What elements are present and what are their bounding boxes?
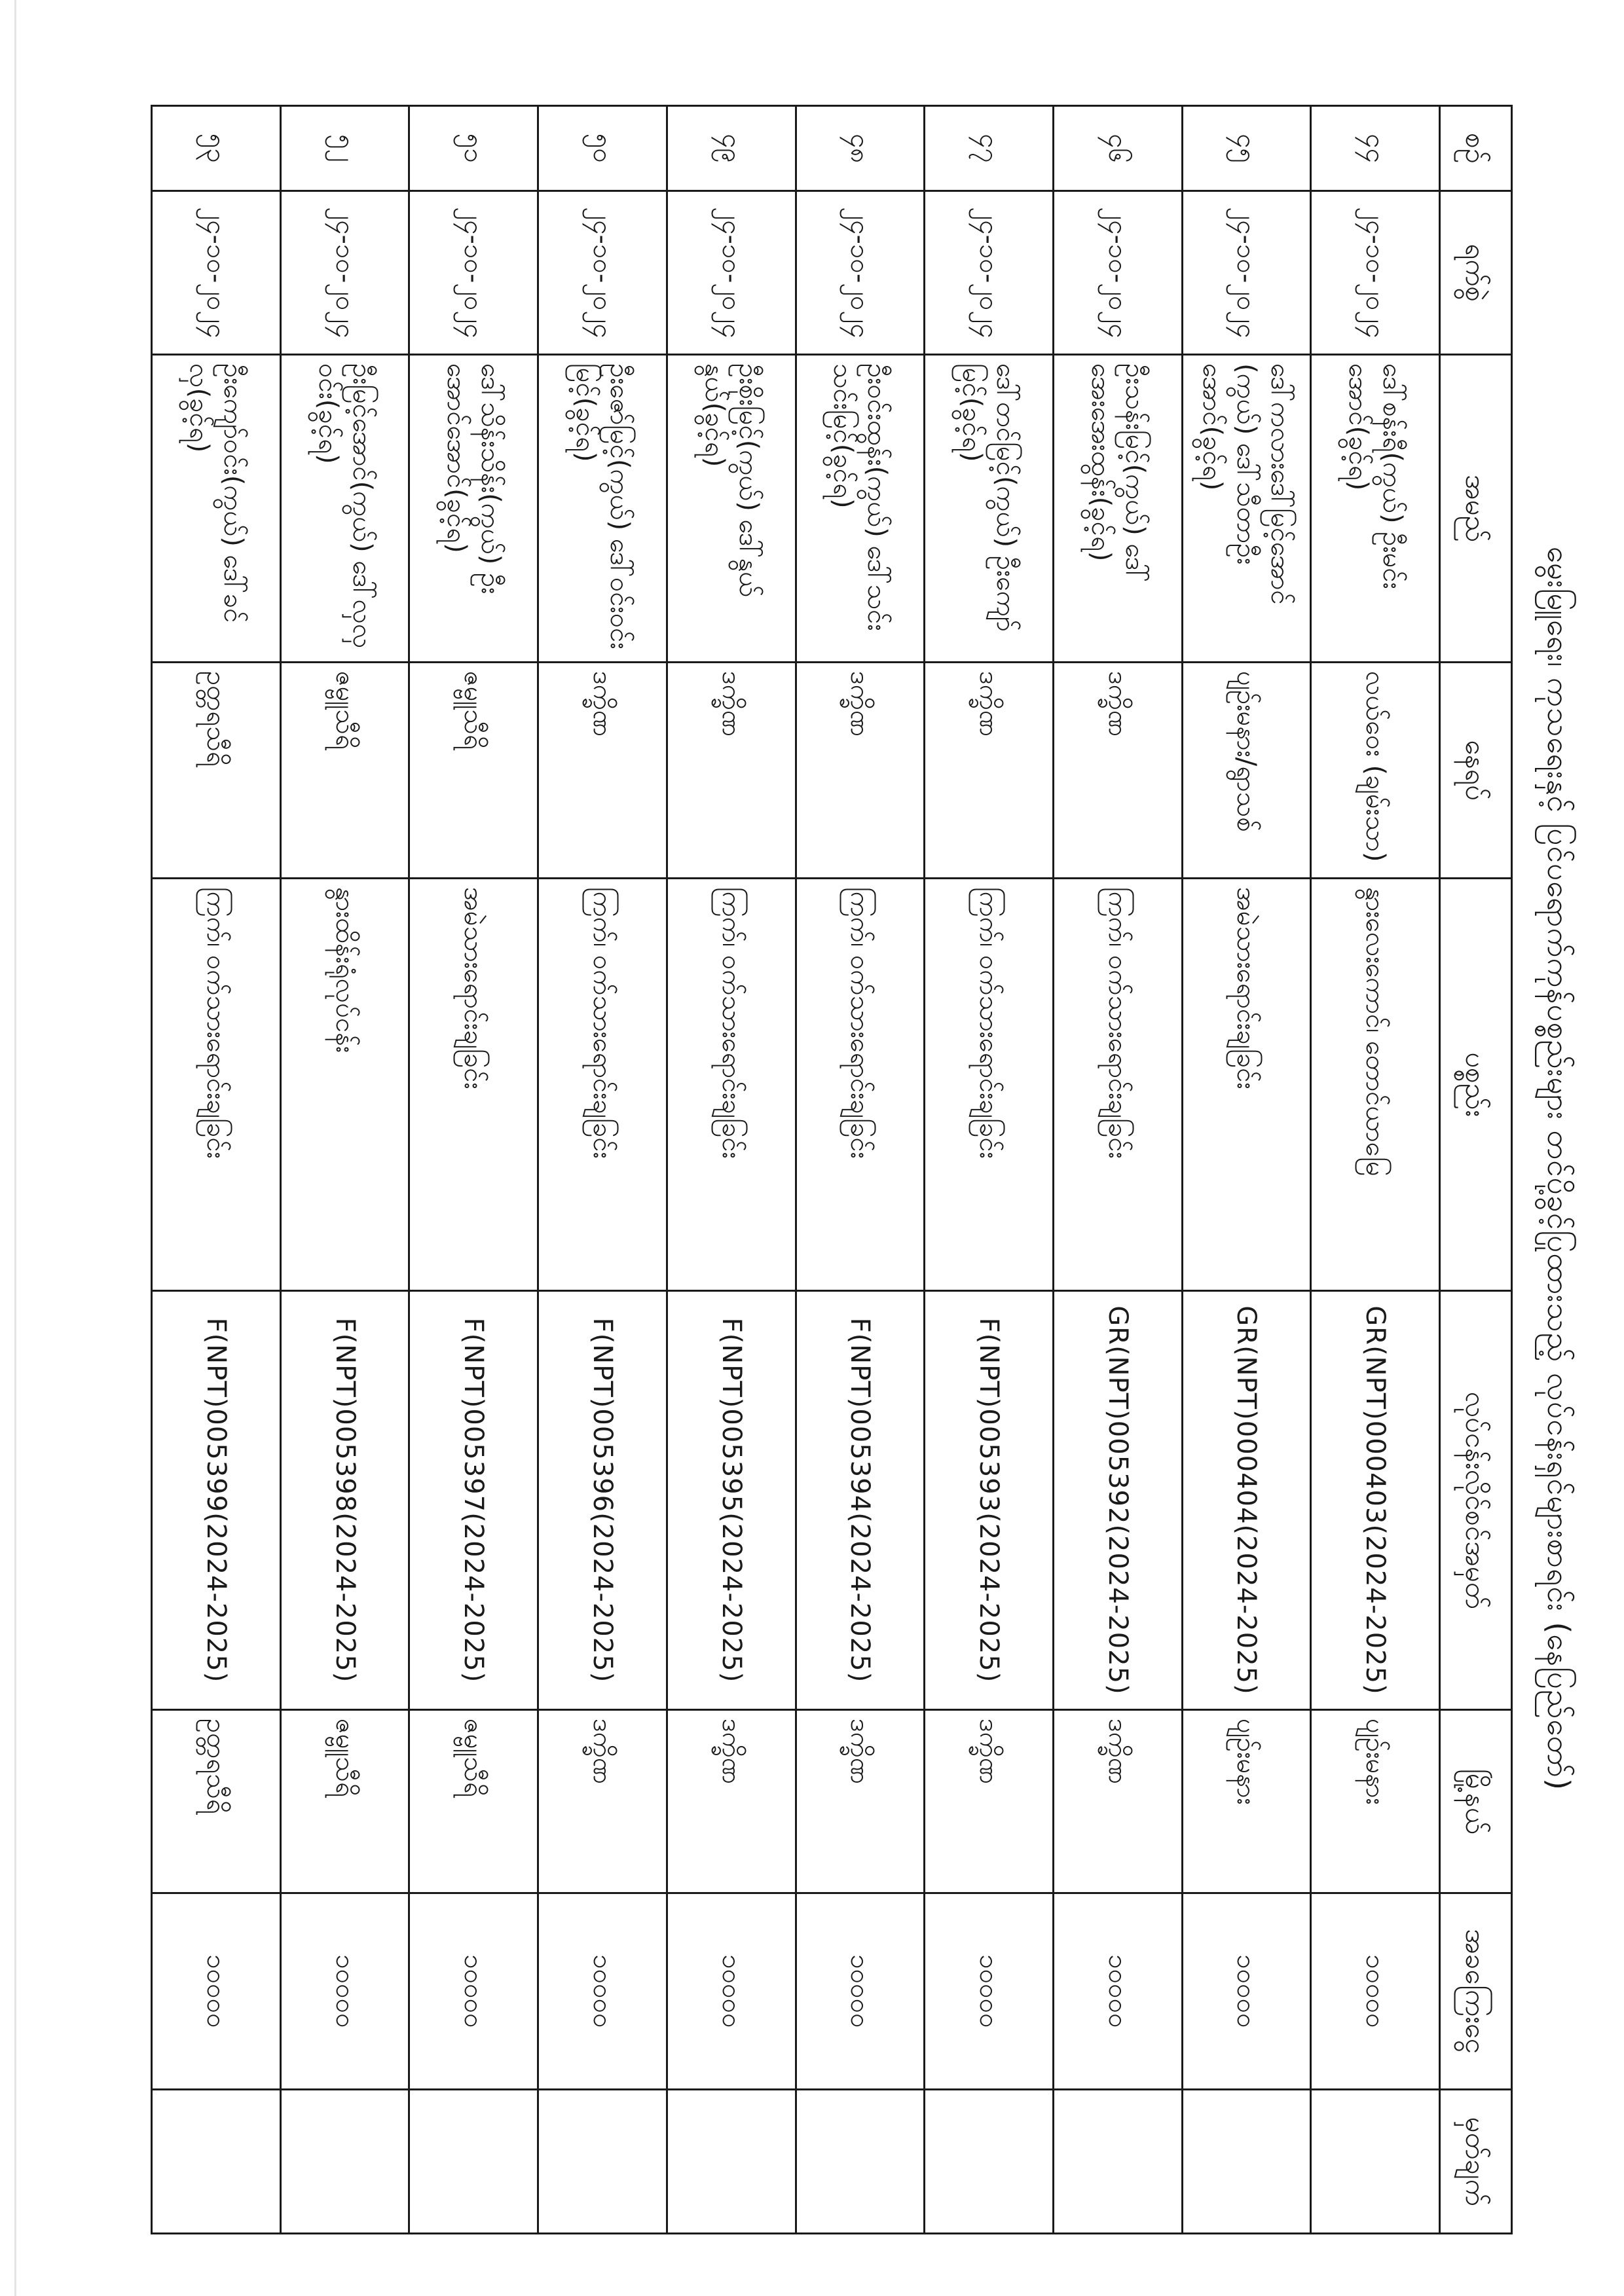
cell-place: ပျဉ်းမနား xyxy=(1311,1710,1440,1893)
cell-date: ၂၄-၁၀-၂၀၂၄ xyxy=(280,191,409,355)
cell-remark xyxy=(409,2090,538,2234)
cell-name: ဦးမြင့်အောင်(ကွယ်) ဒေါ်လှလှဝင်း(ခွင့်ရ) xyxy=(280,355,409,663)
header-price: အခကြေးငွေ xyxy=(1440,1893,1512,2090)
cell-permit: F(NPT)005398(2024-2025) xyxy=(280,1291,409,1710)
cell-no: ၄၆ xyxy=(1053,106,1182,191)
cell-price: ၁၀၀၀၀ xyxy=(667,1893,796,2090)
header-place: မြို့နယ် xyxy=(1440,1710,1512,1893)
header-no: စဉ် xyxy=(1440,106,1512,191)
cell-name: ဒေါ်စန်းရီ(ကွယ်) ဦးမင်းအောင်(ခွင့်ရ) xyxy=(1311,355,1440,663)
header-permit: လုပ်ငန်းလိုင်စင်အမှတ် xyxy=(1440,1291,1512,1710)
cell-date: ၂၄-၁၀-၂၀၂၄ xyxy=(1053,191,1182,355)
header-address: နေရပ် xyxy=(1440,663,1512,879)
cell-item: ကြက်၊ ဝက်သားရောင်းချခြင်း xyxy=(925,879,1054,1291)
cell-address: ဒက္ခိဏ xyxy=(538,663,667,879)
cell-item: ကြက်၊ ဝက်သားရောင်းချခြင်း xyxy=(538,879,667,1291)
cell-no: ၄၄ xyxy=(1311,106,1440,191)
cell-item: နွားလေးကောင်၊ တောင်ယာမြေ xyxy=(1311,879,1440,1291)
cell-date: ၂၄-၁၀-၂၀၂၄ xyxy=(925,191,1054,355)
cell-no: ၅၀ xyxy=(538,106,667,191)
rotated-page xyxy=(118,105,1578,2232)
header-remark: မှတ်ချက် xyxy=(1440,2090,1512,2234)
cell-remark xyxy=(796,2090,925,2234)
cell-no: ၄၇ xyxy=(925,106,1054,191)
cell-no: ၄၉ xyxy=(667,106,796,191)
cell-place: ဒက္ခိဏ xyxy=(667,1710,796,1893)
cell-price: ၁၀၀၀၀ xyxy=(409,1893,538,2090)
cell-remark xyxy=(538,2090,667,2234)
cell-remark xyxy=(925,2090,1054,2234)
cell-price: ၁၀၀၀၀ xyxy=(538,1893,667,2090)
cell-name: ဦးကျော်ဝင်း(ကွယ်) ဒေါ်ခင်လှ(ခွင့်ရ) xyxy=(152,355,281,663)
cell-price: ၁၀၀၀၀ xyxy=(1311,1893,1440,2090)
cell-price: ၁၀၀၀၀ xyxy=(925,1893,1054,2090)
cell-address: ဒက္ခိဏ xyxy=(796,663,925,879)
cell-place: ဒက္ခိဏ xyxy=(1053,1710,1182,1893)
cell-address: ပျဉ်းမနား/ရွာသစ် xyxy=(1182,663,1311,879)
cell-date: ၂၄-၁၀-၂၀၂၄ xyxy=(1182,191,1311,355)
table-row xyxy=(1182,106,1311,2234)
cell-item: အမဲသားရောင်းချခြင်း xyxy=(409,879,538,1291)
header-item: ပစ္စည်း xyxy=(1440,879,1512,1291)
cell-date: ၂၄-၁၀-၂၀၂၄ xyxy=(1311,191,1440,355)
cell-date: ၂၄-၁၀-၂၀၂၄ xyxy=(796,191,925,355)
cell-no: ၅၃ xyxy=(152,106,281,191)
cell-no: ၅၂ xyxy=(280,106,409,191)
header-row xyxy=(1440,106,1512,2234)
cell-date: ၂၄-၁၀-၂၀၂၄ xyxy=(667,191,796,355)
cell-name: ဦးဇော်မြင့်(ကွယ်) ဒေါ်ဝင်းဝင်းမြင့်(ခွင့်ရ) xyxy=(538,355,667,663)
table-row xyxy=(796,106,925,2234)
cell-item: ကြက်၊ ဝက်သားရောင်းချခြင်း xyxy=(152,879,281,1291)
cell-remark xyxy=(1182,2090,1311,2234)
cell-place: ဇမ္ဗူသီရိ xyxy=(409,1710,538,1893)
cell-permit: F(NPT)005397(2024-2025) xyxy=(409,1291,538,1710)
cell-price: ၁၀၀၀၀ xyxy=(796,1893,925,2090)
cell-permit: F(NPT)005394(2024-2025) xyxy=(796,1291,925,1710)
cell-price: ၁၀၀၀၀ xyxy=(152,1893,281,2090)
cell-place: ဒက္ခိဏ xyxy=(925,1710,1054,1893)
table-row xyxy=(925,106,1054,2234)
cell-item: ကြက်၊ ဝက်သားရောင်းချခြင်း xyxy=(796,879,925,1291)
header-date: ရက်စွဲ xyxy=(1440,191,1512,355)
cell-price: ၁၀၀၀၀ xyxy=(1053,1893,1182,2090)
license-register-table xyxy=(151,105,1513,2234)
cell-remark xyxy=(1053,2090,1182,2234)
cell-name: ဒေါ်တင်မြင့်(ကွယ်) ဦးကျော်မြင့်(ခွင့်ရ) xyxy=(925,355,1054,663)
table-row xyxy=(280,106,409,2234)
cell-name: ဦးဝင်းထွန်း(ကွယ်) ဒေါ်သင်းသင်းမြင့်(ခွင့်ရ) xyxy=(796,355,925,663)
cell-remark xyxy=(280,2090,409,2234)
cell-place: ဥတ္တရသီရိ xyxy=(152,1710,281,1893)
table-row xyxy=(152,106,281,2234)
cell-item: နွားထိန်းရုံလုပ်ငန်း xyxy=(280,879,409,1291)
cell-place: ဇမ္ဗူသီရိ xyxy=(280,1710,409,1893)
table-row xyxy=(1053,106,1182,2234)
cell-place: ပျဉ်းမနား xyxy=(1182,1710,1311,1893)
cell-no: ၄၈ xyxy=(796,106,925,191)
scan-edge xyxy=(14,0,16,2296)
cell-address: ဒက္ခိဏ xyxy=(925,663,1054,879)
cell-address: ဥတ္တရသီရိ xyxy=(152,663,281,879)
cell-name: ဦးစိုးမြင့်(ကွယ်) ဒေါ်နွယ်နွယ်(ခွင့်ရ) xyxy=(667,355,796,663)
table-row xyxy=(538,106,667,2234)
cell-permit: GR(NPT)005392(2024-2025) xyxy=(1053,1291,1182,1710)
cell-address: ဇမ္ဗူသီရိ xyxy=(280,663,409,879)
cell-name: ဦးသန်းမြင့်(ကွယ်) ဒေါ်အေးအေးထွန်း(ခွင့်ရ) xyxy=(1053,355,1182,663)
table-row xyxy=(667,106,796,2234)
document-title: မွေးမြူရေး၊ ကုသရေးနှင့် ပြင်ပရောက်ကုန်ပစ္စည်းများ တင်ပို့ခွင့်ပြုထားသည့် လုပ်ငန်းရှင်များစာရင်း (နေပြည်တော်) xyxy=(1541,546,1576,1791)
cell-item: ကြက်၊ ဝက်သားရောင်းချခြင်း xyxy=(1053,879,1182,1291)
cell-date: ၂၄-၁၀-၂၀၂၄ xyxy=(152,191,281,355)
table-row xyxy=(409,106,538,2234)
cell-permit: F(NPT)005395(2024-2025) xyxy=(667,1291,796,1710)
cell-address: ဇမ္ဗူသီရိ xyxy=(409,663,538,879)
cell-name: ဒေါ်သိန်းသိန်း(ကွယ်) ဦးအောင်အောင်(ခွင့်ရ) xyxy=(409,355,538,663)
cell-item: အမဲသားရောင်းချခြင်း xyxy=(1182,879,1311,1291)
cell-item: ကြက်၊ ဝက်သားရောင်းချခြင်း xyxy=(667,879,796,1291)
cell-permit: F(NPT)005393(2024-2025) xyxy=(925,1291,1054,1710)
cell-no: ၅၁ xyxy=(409,106,538,191)
cell-remark xyxy=(1311,2090,1440,2234)
cell-price: ၁၀၀၀၀ xyxy=(1182,1893,1311,2090)
cell-permit: F(NPT)005399(2024-2025) xyxy=(152,1291,281,1710)
cell-remark xyxy=(152,2090,281,2234)
cell-address: ဒက္ခိဏ xyxy=(667,663,796,879)
cell-date: ၂၄-၁၀-၂၀၂၄ xyxy=(538,191,667,355)
cell-remark xyxy=(667,2090,796,2234)
cell-date: ၂၄-၁၀-၂၀၂၄ xyxy=(409,191,538,355)
cell-permit: GR(NPT)000403(2024-2025) xyxy=(1311,1291,1440,1710)
cell-address: ဒက္ခိဏ xyxy=(1053,663,1182,879)
cell-permit: GR(NPT)000404(2024-2025) xyxy=(1182,1291,1311,1710)
cell-price: ၁၀၀၀၀ xyxy=(280,1893,409,2090)
cell-permit: F(NPT)005396(2024-2025) xyxy=(538,1291,667,1710)
cell-place: ဒက္ခိဏ xyxy=(538,1710,667,1893)
cell-address: လယ်ဝေး (ချမ်းသာ) xyxy=(1311,663,1440,879)
cell-no: ၄၅ xyxy=(1182,106,1311,191)
header-name: အမည် xyxy=(1440,355,1512,663)
cell-place: ဒက္ခိဏ xyxy=(796,1710,925,1893)
cell-name: ဒေါ်ကလားဒေါ်မြင့်အောင် (ကွယ်) ဒေါ်သီတာဦးအောင်(ခွင့်ရ) xyxy=(1182,355,1311,663)
table-row xyxy=(1311,106,1440,2234)
